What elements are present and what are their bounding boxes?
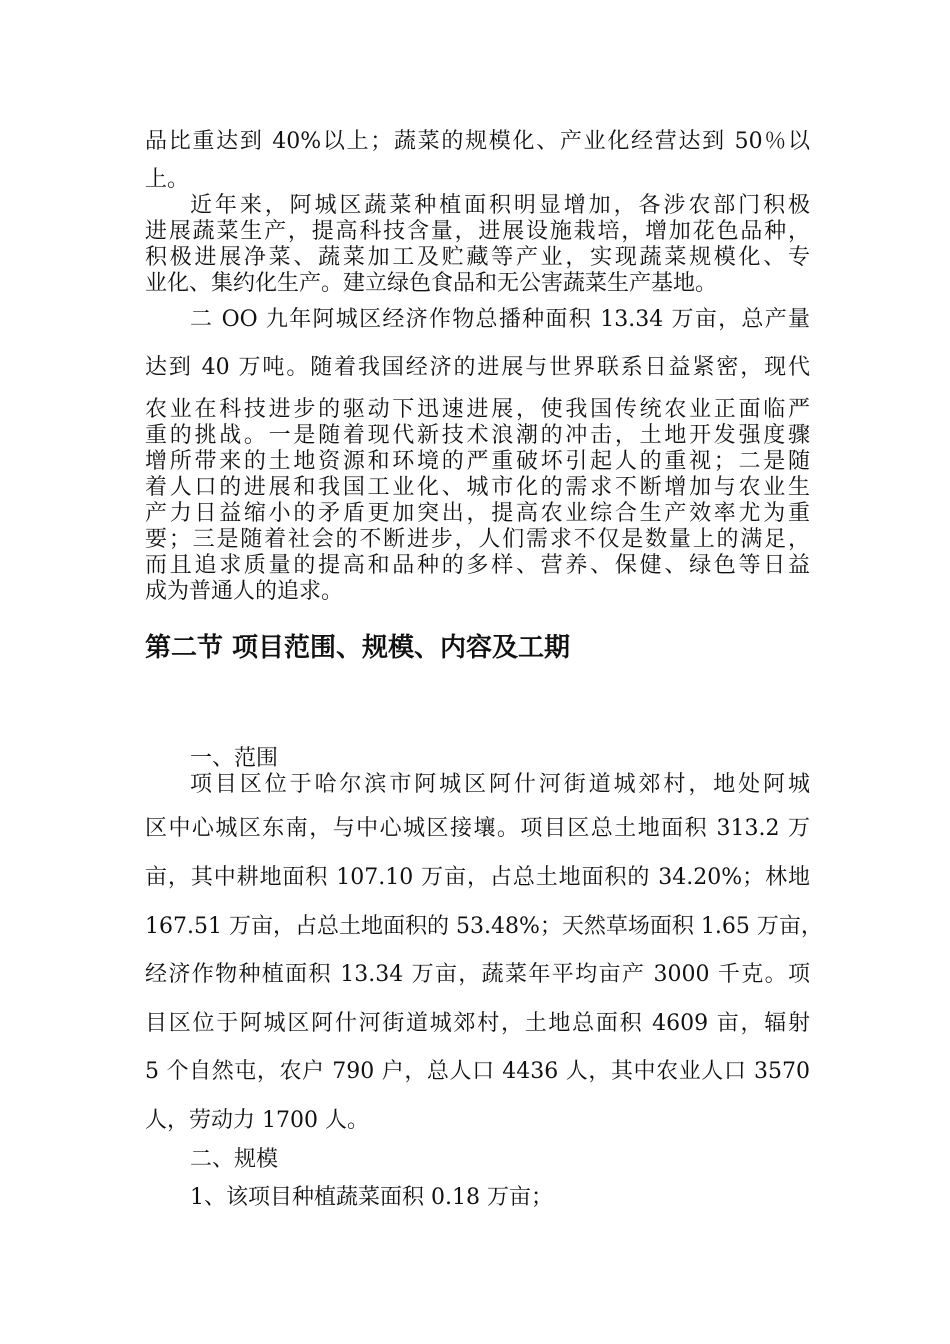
paragraph-line: 目区位于阿城区阿什河街道城郊村，土地总面积 4609 亩，辐射 <box>145 1011 810 1036</box>
paragraph-line: 经济作物种植面积 13.34 万亩，蔬菜年平均亩产 3000 千克。项 <box>145 962 810 987</box>
paragraph-line: 要；三是随着社会的不断进步，人们需求不仅是数量上的满足， <box>145 527 810 552</box>
paragraph-line: 人，劳动力 1700 人。 <box>145 1108 369 1133</box>
paragraph-line: 5 个自然屯，农户 790 户，总人口 4436 人，其中农业人口 3570 <box>145 1059 810 1084</box>
paragraph-line: 167.51 万亩，占总土地面积的 53.48%；天然草场面积 1.65 万亩， <box>145 914 823 939</box>
subsection-title: 二、规模 <box>190 1147 279 1172</box>
paragraph-line: 品比重达到 40%以上；蔬菜的规模化、产业化经营达到 50％以 <box>145 129 810 154</box>
paragraph-line: 增所带来的土地资源和环境的严重破坏引起人的重视；二是随 <box>145 449 810 474</box>
paragraph-line: 而且追求质量的提高和品种的多样、营养、保健、绿色等日益 <box>145 553 810 578</box>
paragraph-line: 区中心城区东南，与中心城区接壤。项目区总土地面积 313.2 万 <box>145 816 810 841</box>
paragraph-line: 上。 <box>145 167 190 192</box>
list-item: 1、该项目种植蔬菜面积 0.18 万亩； <box>190 1185 553 1210</box>
paragraph-line: 业化、集约化生产。建立绿色食品和无公害蔬菜生产基地。 <box>145 271 718 296</box>
paragraph-line: 亩，其中耕地面积 107.10 万亩，占总土地面积的 34.20%；林地 <box>145 865 810 890</box>
subsection-title: 一、范围 <box>190 746 279 771</box>
paragraph-line: 农业在科技进步的驱动下迅速进展，使我国传统农业正面临严 <box>145 397 810 422</box>
paragraph-line: 积极进展净菜、蔬菜加工及贮藏等产业，实现蔬菜规模化、专 <box>145 245 810 270</box>
paragraph-line: 进展蔬菜生产，提高科技含量，进展设施栽培，增加花色品种， <box>145 219 810 244</box>
paragraph-line: 重的挑战。一是随着现代新技术浪潮的冲击，土地开发强度骤 <box>145 423 810 448</box>
paragraph-line: 近年来，阿城区蔬菜种植面积明显增加，各涉农部门积极 <box>190 193 810 218</box>
paragraph-line: 产力日益缩小的矛盾更加突出，提高农业综合生产效率尤为重 <box>145 501 810 526</box>
paragraph-line: 着人口的进展和我国工业化、城市化的需求不断增加与农业生 <box>145 475 810 500</box>
paragraph-line: 达到 40 万吨。随着我国经济的进展与世界联系日益紧密，现代 <box>145 355 810 380</box>
paragraph-line: 二 OO 九年阿城区经济作物总播种面积 13.34 万亩，总产量 <box>190 307 810 332</box>
paragraph-line: 成为普通人的追求。 <box>145 579 344 604</box>
paragraph-line: 项目区位于哈尔滨市阿城区阿什河街道城郊村，地处阿城 <box>190 772 810 797</box>
section-heading: 第二节 项目范围、规模、内容及工期 <box>145 633 571 663</box>
